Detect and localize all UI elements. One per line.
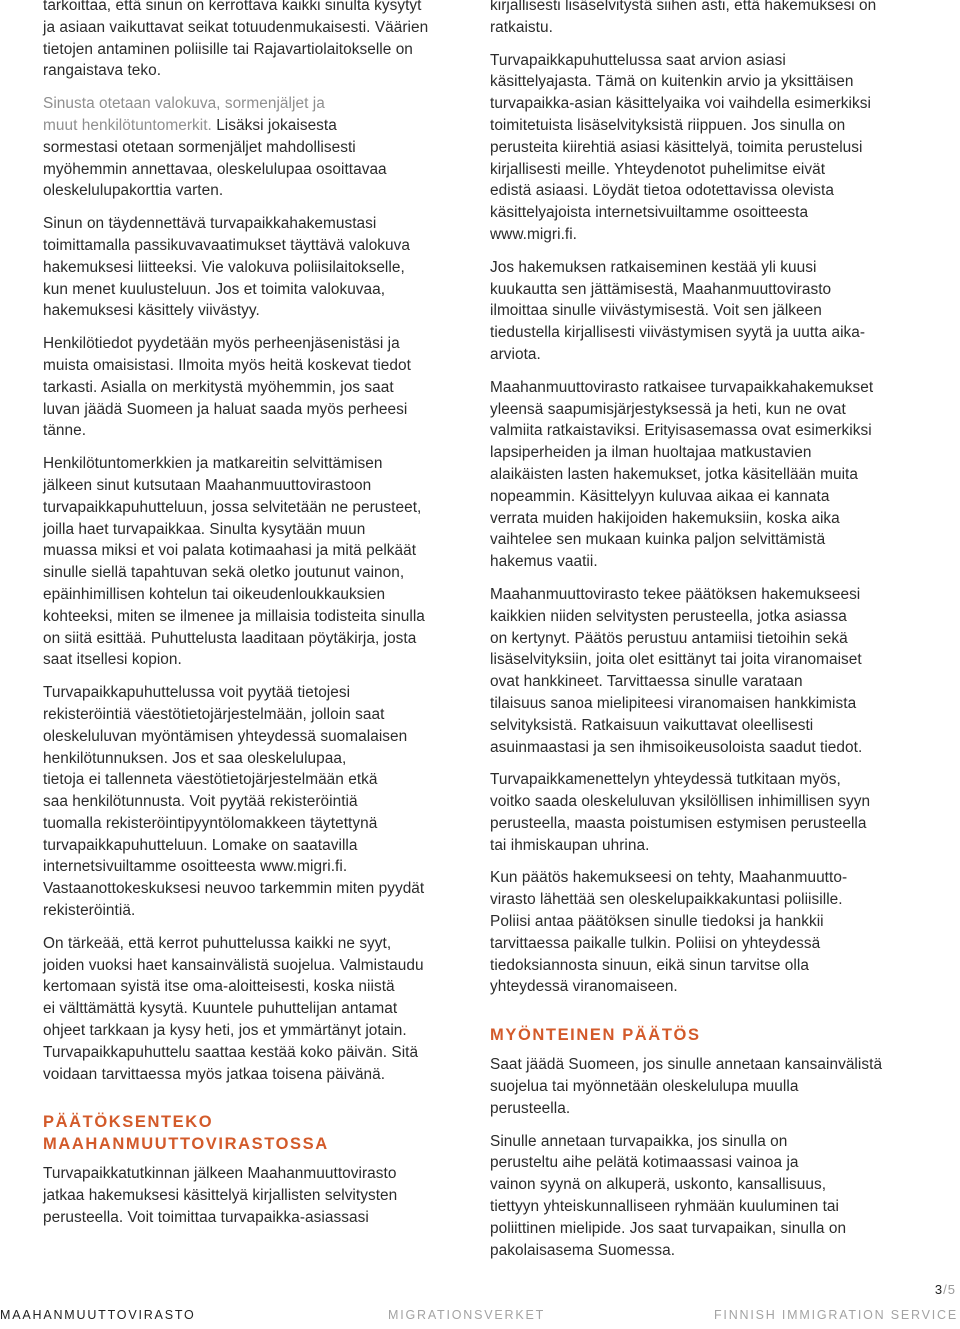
- text-line: turvapaikkapuhutteluun, jossa selvitetään ne perusteet,: [43, 498, 422, 516]
- text-line: Turvapaikkatutkinnan jälkeen Maahanmuuttovirasto: [43, 1165, 397, 1183]
- text-line: Maahanmuuttovirasto ratkaisee turvapaikkahakemukset: [490, 378, 874, 396]
- text-line: www.migri.fi.: [490, 225, 578, 243]
- text-line: hakemuksesi liitteeksi. Vie valokuva poliisilaitokselle,: [43, 258, 405, 276]
- text-line: tietojen antaminen poliisille tai Rajavartiolaitokselle on: [43, 40, 413, 58]
- text-line: Maahanmuuttovirasto tekee päätöksen hakemukseesi: [490, 585, 861, 603]
- text-line: MAAHANMUUTTOVIRASTOSSA: [43, 1135, 329, 1154]
- text-line: tietoja ei tallenneta väestötietojärjestelmään etkä: [43, 771, 378, 789]
- text-line: saat itsellesi kopion.: [43, 651, 182, 669]
- text-line: Turvapaikkamenettelyn yhteydessä tutkitaan myös,: [490, 771, 841, 789]
- text-line: ratkaistu.: [490, 18, 553, 36]
- text-line: henkilötunnuksen. Jos et saa oleskelulupaa,: [43, 749, 347, 767]
- paragraph: [490, 257, 920, 366]
- text-line: kun menet kuulusteluun. Jos et toimita valokuvaa,: [43, 280, 386, 298]
- text-line: Jos hakemuksen ratkaiseminen kestää yli kuusi: [490, 258, 817, 276]
- text-line: rekisteröintiä.: [43, 902, 136, 920]
- paragraph-photo-fingerprints: [43, 93, 463, 202]
- text-line: voitko saada oleskeluluvan yksilöllisen inhimillisen syyn: [490, 793, 871, 811]
- text-line: perusteella.: [490, 1099, 571, 1117]
- text-line: Henkilötiedot pyydetään myös perheenjäsenistäsi ja: [43, 335, 400, 353]
- text-line: poliittinen mielipide. Jos saat turvapaikan, sinulla on: [490, 1219, 847, 1237]
- page-separator: /: [943, 1282, 948, 1297]
- text-line: vaihtelee sen mukaan kuinka paljon selvittämistä: [490, 531, 826, 549]
- page-current: 3: [934, 1282, 944, 1297]
- text-line: ilmoittaa sinulle viivästymisestä. Voit sen jälkeen: [490, 302, 822, 320]
- text-line: toimitetuista lisäselvityksistä riippuen. Jos sinulla on: [490, 116, 846, 134]
- paragraph: [490, 1131, 920, 1262]
- text-line: Vastaanottokeskuksesi neuvoo tarkemmin miten pyydät: [43, 880, 425, 898]
- text-line: Saat jäädä Suomeen, jos sinulle annetaan kansainvälistä: [490, 1056, 883, 1074]
- text-line: kuukautta sen jättämisestä, Maahanmuuttovirasto: [490, 280, 832, 298]
- text-line: internetsivuiltamme osoitteesta www.migri.fi.: [43, 858, 348, 876]
- text-line: MYÖNTEINEN PÄÄTÖS: [490, 1026, 701, 1045]
- text-line: tilaisuus sanoa mielipiteesi viranomaisen hankkimista: [490, 694, 857, 712]
- text-line: Turvapaikkapuhuttelussa saat arvion asiasi: [490, 51, 786, 69]
- paragraph: [43, 213, 463, 322]
- text-line: muut henkilötuntomerkit.: [43, 116, 212, 134]
- text-line: muassa miksi et voi palata kotimaahasi ja mitä pelkäät: [43, 542, 417, 560]
- text-line: ohjeet tarkkaan ja kysy heti, jos et ymmärtänyt jotain.: [43, 1022, 407, 1040]
- text-line: Poliisi antaa päätöksen sinulle tiedoksi ja hankkii: [490, 913, 824, 931]
- text-line: on kertynyt. Päätös perustuu antamiisi tietoihin sekä: [490, 629, 848, 647]
- text-line: Turvapaikkapuhuttelu saattaa kestää koko päivän. Sitä: [43, 1043, 419, 1061]
- text-line: perusteita kiirehtiä asiasi käsittelyä, toimita perustelusi: [490, 138, 863, 156]
- text-line: ja asiaan vaikuttavat seikat totuudenmukaisesti. Väärien: [43, 18, 429, 36]
- text-line: lisäselvityksiin, joita olet esittänyt tai joita viranomaiset: [490, 651, 862, 669]
- paragraph: [43, 0, 463, 82]
- text-line: joiden vuoksi haet kansainvälistä suojelua. Valmistaudu: [43, 956, 424, 974]
- text-line: tarvittaessa paikalle tulkin. Poliisi on yhteydessä: [490, 934, 821, 952]
- text-line: oleskelulupakorttia varten.: [43, 182, 224, 200]
- text-line: rangaistava teko.: [43, 62, 162, 80]
- text-line: sormestasi otetaan sormenjäljet mahdollisesti: [43, 138, 356, 156]
- text-line: yleensä saapumisjärjestyksessä ja heti, kun ne ovat: [490, 400, 846, 418]
- text-line: käsittelyajasta. Tämä on kuitenkin arvio ja yksittäisen: [490, 73, 854, 91]
- text-line: hakemus vaatii.: [490, 553, 598, 571]
- footer-agency-en: FINNISH IMMIGRATION SERVICE: [714, 1308, 958, 1322]
- text-line: muista omaisistasi. Ilmoita myös heitä koskevat tiedot: [43, 356, 411, 374]
- text-line: valmiita ratkaistaviksi. Erityisasemassa ovat esimerkiksi: [490, 422, 872, 440]
- text-line: lapsiperheiden ja ilman huoltajaa matkustavien: [490, 444, 812, 462]
- text-line: tarkasti. Asialla on merkitystä myöhemmin, jos saat: [43, 378, 394, 396]
- text-line: kohteeksi, miten se ilmenee ja millaisia todisteita sinulla: [43, 607, 425, 625]
- text-line: tiettyyn yhteiskunnalliseen ryhmään kuuluminen tai: [490, 1198, 839, 1216]
- text-line: kirjallisesti lisäselvitystä siihen asti, että hakemuksesi on: [490, 0, 877, 14]
- text-line: epäinhimillisen kohtelun tai oikeudenloukkauksien: [43, 585, 386, 603]
- page-number: [935, 1282, 956, 1297]
- text-line: edistä asiaasi. Löydät tietoa odotettavissa olevista: [490, 182, 834, 200]
- text-line: voidaan tarvittaessa myös jatkaa toisena päivänä.: [43, 1065, 386, 1083]
- text-line: perusteltu aihe pelätä kotimaassasi vainoa ja: [490, 1154, 799, 1172]
- paragraph: [490, 769, 920, 856]
- text-line: alaikäisten lasten hakemukset, jotka käsitellään muita: [490, 465, 858, 483]
- text-line: tiedoksiannosta sinuun, eikä sinun tarvitse olla: [490, 956, 809, 974]
- paragraph: [490, 1054, 920, 1119]
- right-column: [490, 0, 920, 1272]
- text-line: suojelua tai myönnetään oleskelulupa muulla: [490, 1078, 799, 1096]
- text-line: Sinusta otetaan valokuva, sormenjäljet ja: [43, 95, 325, 113]
- text-line: toimittamalla passikuvavaatimukset täyttävä valokuva: [43, 236, 411, 254]
- text-line: ovat hankkineet. Tarvittaessa sinulle varataan: [490, 673, 803, 691]
- paragraph: [43, 682, 463, 922]
- text-line: kaikkien niiden selvitysten perusteella, jotka asiassa: [490, 607, 847, 625]
- text-line: tarkoittaa, että sinun on kerrottava kaikki sinulta kysytyt: [43, 0, 422, 14]
- left-column: [43, 0, 463, 1240]
- text-line: Sinulle annetaan turvapaikka, jos sinulla on: [490, 1132, 788, 1150]
- paragraph: [43, 933, 463, 1086]
- text-line: on siitä esittää. Puhuttelusta laaditaan pöytäkirja, josta: [43, 629, 417, 647]
- paragraph: [490, 867, 920, 998]
- text-line: turvapaikkapuhutteluun. Lomake on saatavilla: [43, 836, 358, 854]
- text-line: turvapaikka-asian käsittelyaika voi vaihdella esimerkiksi: [490, 95, 871, 113]
- text-line: nopeammin. Käsittelyyn kuluvaa aikaa ei kannata: [490, 487, 830, 505]
- text-line: pakolaisasema Suomessa.: [490, 1241, 676, 1259]
- text-line: Lisäksi jokaisesta: [211, 116, 337, 134]
- text-line: tänne.: [43, 422, 87, 440]
- text-line: asuinmaastasi ja sen ihmisoikeusoloista saadut tiedot.: [490, 738, 863, 756]
- text-line: Turvapaikkapuhuttelussa voit pyytää tietojesi: [43, 684, 351, 702]
- text-line: kertomaan syistä itse oma-aloitteisesti, koska niistä: [43, 978, 395, 996]
- text-line: perusteella, maasta poistumisen estymisen perusteella: [490, 814, 867, 832]
- text-line: rekisteröintiä väestötietojärjestelmään, jolloin saat: [43, 705, 385, 723]
- text-line: virasto lähettää sen oleskelupaikkakuntasi poliisille.: [490, 891, 843, 909]
- text-line: luvan jäädä Suomeen ja haluat saada myös perheesi: [43, 400, 408, 418]
- text-line: vainon syynä on alkuperä, uskonto, kansallisuus,: [490, 1176, 827, 1194]
- text-line: Sinun on täydennettävä turvapaikkahakemustasi: [43, 215, 377, 233]
- text-line: arviota.: [490, 345, 541, 363]
- section-heading: [43, 1111, 463, 1155]
- text-line: ei välttämättä kysytä. Kuuntele puhuttelijan antamat: [43, 1000, 398, 1018]
- text-line: Kun päätös hakemukseesi on tehty, Maahanmuutto-: [490, 869, 848, 887]
- text-line: hakemuksesi käsittely viivästyy.: [43, 302, 260, 320]
- paragraph: [490, 377, 920, 573]
- text-line: joilla haet turvapaikkaa. Sinulta kysytään muun: [43, 520, 366, 538]
- text-line: oleskeluluvan myöntämisen yhteydessä suomalaisen: [43, 727, 408, 745]
- text-line: jatkaa hakemuksesi käsittelyä kirjallisten selvitysten: [43, 1187, 398, 1205]
- text-line: tiedustella kirjallisesti viivästymisen syytä ja uutta aika-: [490, 324, 866, 342]
- text-line: käsittelyajoista internetsivuiltamme osoitteesta: [490, 204, 809, 222]
- section-heading: [490, 1024, 920, 1046]
- paragraph: [490, 0, 920, 39]
- paragraph: [43, 453, 463, 671]
- text-line: Henkilötuntomerkkien ja matkareitin selvittämisen: [43, 455, 383, 473]
- text-line: perusteella. Voit toimittaa turvapaikka-asiassasi: [43, 1209, 369, 1227]
- text-line: verrata muiden hakijoiden hakemuksiin, koska aika: [490, 509, 840, 527]
- text-line: selvityksistä. Ratkaisuun vaikuttavat oleellisesti: [490, 716, 814, 734]
- text-line: myöhemmin annettavaa, oleskelulupaa osoittavaa: [43, 160, 387, 178]
- paragraph: [43, 333, 463, 442]
- text-line: sinulle siellä tapahtuvan sekä oletko joutunut vainon,: [43, 564, 405, 582]
- paragraph: [43, 1163, 463, 1228]
- paragraph: [490, 50, 920, 246]
- text-line: On tärkeää, että kerrot puhuttelussa kaikki ne syyt,: [43, 934, 392, 952]
- page-total: 5: [947, 1282, 956, 1297]
- text-line: PÄÄTÖKSENTEKO: [43, 1113, 214, 1132]
- text-line: kirjallisesti meille. Yhteydenotot puhelimitse eivät: [490, 160, 826, 178]
- text-line: tuomalla rekisteröintipyyntölomakkeen täytettynä: [43, 814, 378, 832]
- footer-agency-sv: MIGRATIONSVERKET: [388, 1308, 546, 1322]
- text-line: jälkeen sinut kutsutaan Maahanmuuttovirastoon: [43, 476, 372, 494]
- text-line: tai ihmiskaupan uhrina.: [490, 836, 650, 854]
- footer-agency-fi: MAAHANMUUTTOVIRASTO: [0, 1308, 196, 1322]
- footer: [0, 1308, 960, 1329]
- paragraph: [490, 584, 920, 758]
- text-line: yhteydessä viranomaiseen.: [490, 978, 678, 996]
- text-line: saa henkilötunnusta. Voit pyytää rekisteröintiä: [43, 793, 358, 811]
